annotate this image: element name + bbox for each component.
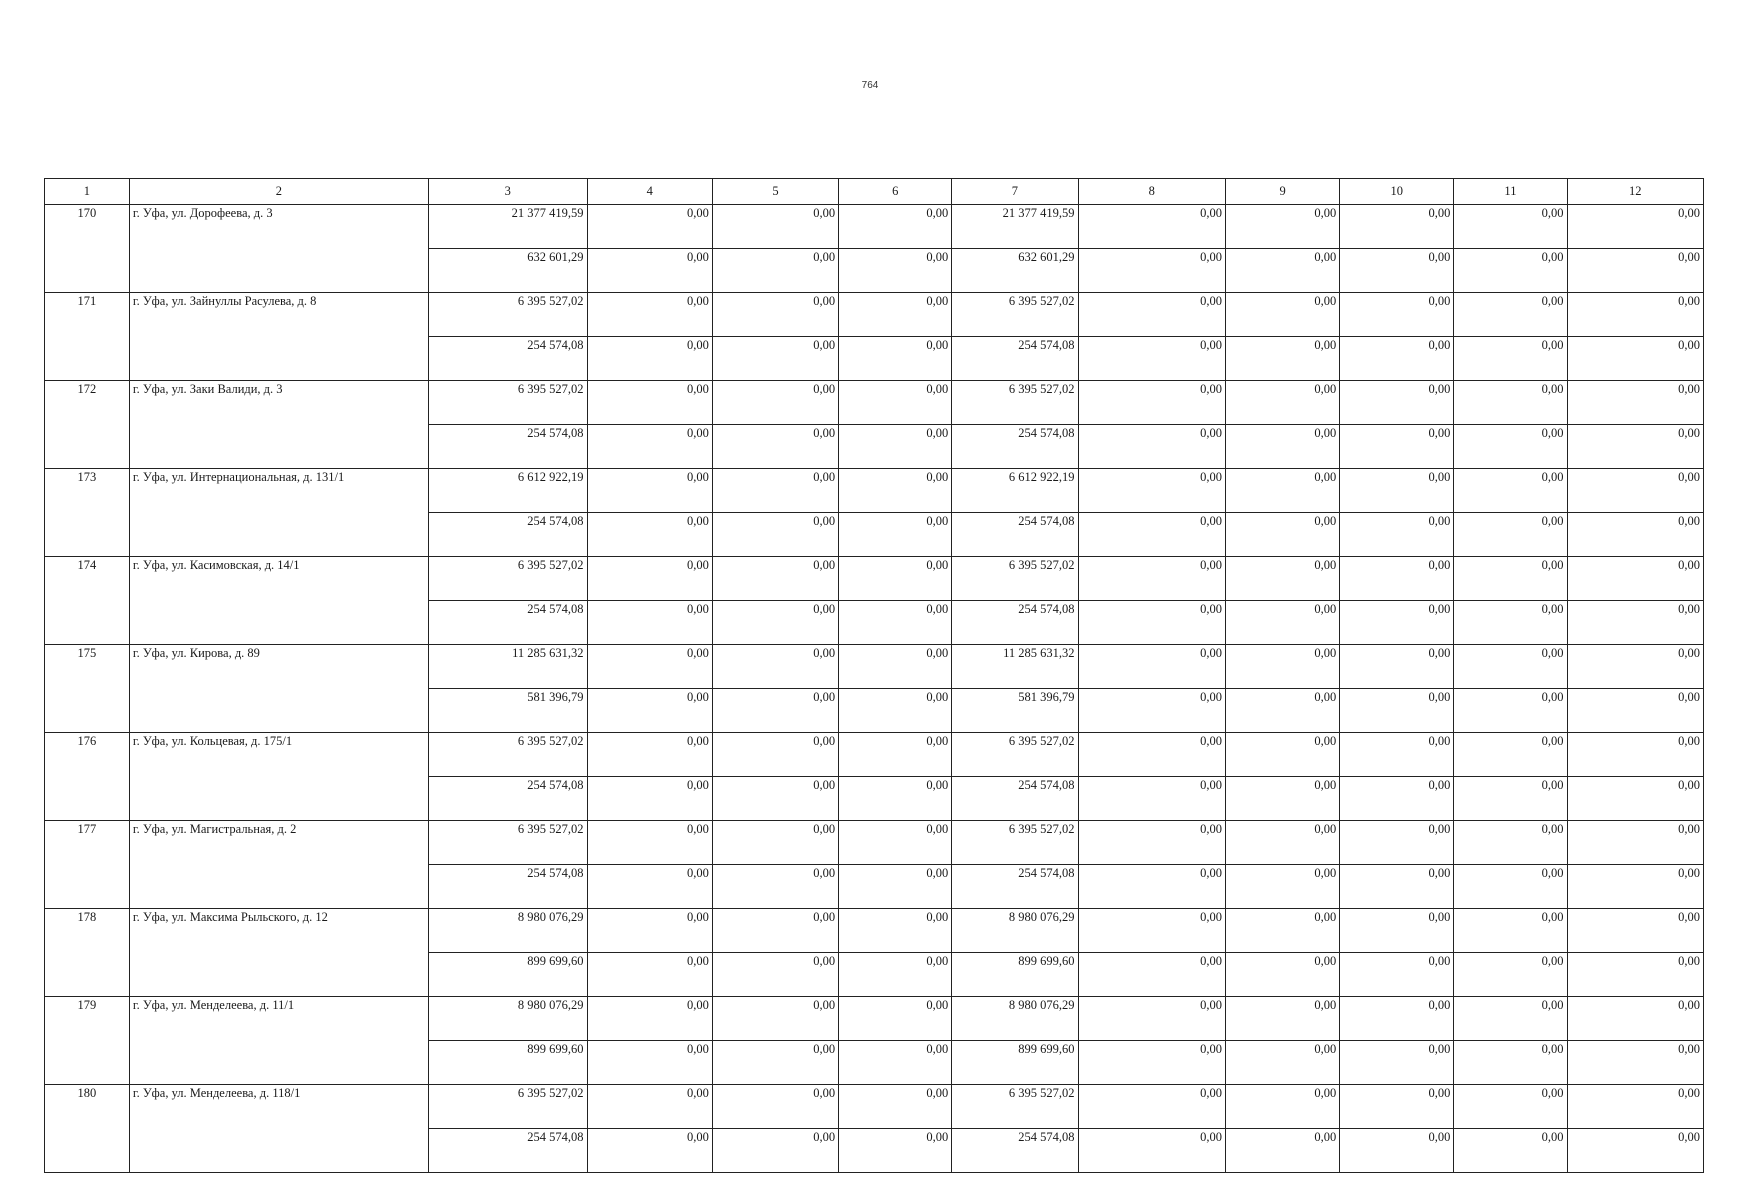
amount-cell: 0,00 <box>1454 425 1567 469</box>
amount-cell: 0,00 <box>1567 953 1703 997</box>
amount-cell: 899 699,60 <box>428 953 587 997</box>
amount-cell: 0,00 <box>1078 601 1226 645</box>
amount-cell: 6 395 527,02 <box>952 381 1078 425</box>
amount-cell: 0,00 <box>1454 777 1567 821</box>
table-body <box>45 205 1704 1173</box>
amount-cell: 0,00 <box>1340 425 1454 469</box>
amount-cell: 8 980 076,29 <box>428 909 587 953</box>
amount-cell: 11 285 631,32 <box>952 645 1078 689</box>
amount-cell: 0,00 <box>1454 601 1567 645</box>
amount-cell: 254 574,08 <box>952 865 1078 909</box>
amount-cell: 0,00 <box>839 249 952 293</box>
amount-cell: 0,00 <box>1078 997 1226 1041</box>
address-cell: г. Уфа, ул. Магистральная, д. 2 <box>129 821 428 909</box>
amount-cell: 0,00 <box>1567 293 1703 337</box>
table-row <box>45 733 1704 777</box>
amount-cell: 0,00 <box>587 777 712 821</box>
amount-cell: 0,00 <box>1226 865 1340 909</box>
amount-cell: 0,00 <box>712 1085 838 1129</box>
amount-cell: 6 612 922,19 <box>952 469 1078 513</box>
amount-cell: 0,00 <box>1340 997 1454 1041</box>
amount-cell: 0,00 <box>712 513 838 557</box>
row-number-cell: 173 <box>45 469 130 557</box>
amount-cell: 0,00 <box>1340 645 1454 689</box>
amount-cell: 254 574,08 <box>952 777 1078 821</box>
amount-cell: 0,00 <box>839 821 952 865</box>
amount-cell: 254 574,08 <box>952 1129 1078 1173</box>
amount-cell: 0,00 <box>712 337 838 381</box>
amount-cell: 0,00 <box>1078 645 1226 689</box>
amount-cell: 0,00 <box>1340 909 1454 953</box>
amount-cell: 0,00 <box>1567 205 1703 249</box>
amount-cell: 0,00 <box>587 865 712 909</box>
amount-cell: 0,00 <box>587 381 712 425</box>
amount-cell: 254 574,08 <box>952 601 1078 645</box>
amount-cell: 0,00 <box>1454 513 1567 557</box>
amount-cell: 0,00 <box>1454 249 1567 293</box>
amount-cell: 0,00 <box>1567 909 1703 953</box>
amount-cell: 254 574,08 <box>428 865 587 909</box>
amount-cell: 0,00 <box>1226 205 1340 249</box>
amount-cell: 8 980 076,29 <box>952 997 1078 1041</box>
amount-cell: 0,00 <box>839 337 952 381</box>
table-row <box>45 381 1704 425</box>
amount-cell: 0,00 <box>839 953 952 997</box>
amount-cell: 0,00 <box>1567 689 1703 733</box>
amount-cell: 0,00 <box>1567 425 1703 469</box>
amount-cell: 254 574,08 <box>952 337 1078 381</box>
amount-cell: 0,00 <box>712 425 838 469</box>
page-number: 764 <box>861 80 879 91</box>
row-number-cell: 172 <box>45 381 130 469</box>
table-row <box>45 1085 1704 1129</box>
amount-cell: 0,00 <box>1078 1085 1226 1129</box>
amount-cell: 0,00 <box>1340 469 1454 513</box>
amount-cell: 0,00 <box>839 1085 952 1129</box>
amount-cell: 899 699,60 <box>952 1041 1078 1085</box>
amount-cell: 0,00 <box>1226 821 1340 865</box>
amount-cell: 0,00 <box>1226 777 1340 821</box>
amount-cell: 21 377 419,59 <box>428 205 587 249</box>
row-number-cell: 170 <box>45 205 130 293</box>
amount-cell: 0,00 <box>587 689 712 733</box>
amount-cell: 0,00 <box>1340 337 1454 381</box>
amount-cell: 0,00 <box>1340 689 1454 733</box>
amount-cell: 0,00 <box>1226 469 1340 513</box>
address-cell: г. Уфа, ул. Менделеева, д. 11/1 <box>129 997 428 1085</box>
amount-cell: 0,00 <box>587 557 712 601</box>
amount-cell: 0,00 <box>1226 1085 1340 1129</box>
amount-cell: 0,00 <box>1226 249 1340 293</box>
amount-cell: 6 395 527,02 <box>952 733 1078 777</box>
amount-cell: 899 699,60 <box>428 1041 587 1085</box>
amount-cell: 254 574,08 <box>428 425 587 469</box>
amount-cell: 0,00 <box>1226 425 1340 469</box>
amount-cell: 8 980 076,29 <box>952 909 1078 953</box>
amount-cell: 0,00 <box>1454 337 1567 381</box>
amount-cell: 0,00 <box>839 777 952 821</box>
amount-cell: 581 396,79 <box>428 689 587 733</box>
amount-cell: 6 612 922,19 <box>428 469 587 513</box>
amount-cell: 0,00 <box>839 645 952 689</box>
amount-cell: 0,00 <box>1226 1041 1340 1085</box>
column-number-header: 1 <box>45 179 130 205</box>
amount-cell: 0,00 <box>712 777 838 821</box>
amount-cell: 11 285 631,32 <box>428 645 587 689</box>
amount-cell: 632 601,29 <box>952 249 1078 293</box>
address-cell: г. Уфа, ул. Интернациональная, д. 131/1 <box>129 469 428 557</box>
amount-cell: 0,00 <box>839 513 952 557</box>
amount-cell: 0,00 <box>712 689 838 733</box>
amount-cell: 0,00 <box>1454 997 1567 1041</box>
amount-cell: 0,00 <box>1078 425 1226 469</box>
amount-cell: 899 699,60 <box>952 953 1078 997</box>
table-row <box>45 205 1704 249</box>
amount-cell: 0,00 <box>1454 689 1567 733</box>
amount-cell: 0,00 <box>712 821 838 865</box>
data-table <box>44 178 1704 1173</box>
table-row <box>45 645 1704 689</box>
amount-cell: 0,00 <box>1340 293 1454 337</box>
amount-cell: 0,00 <box>1454 381 1567 425</box>
amount-cell: 0,00 <box>712 909 838 953</box>
amount-cell: 0,00 <box>1226 909 1340 953</box>
amount-cell: 0,00 <box>1226 733 1340 777</box>
amount-cell: 0,00 <box>1340 249 1454 293</box>
amount-cell: 0,00 <box>712 381 838 425</box>
amount-cell: 0,00 <box>1078 469 1226 513</box>
amount-cell: 6 395 527,02 <box>952 557 1078 601</box>
amount-cell: 0,00 <box>1078 513 1226 557</box>
amount-cell: 0,00 <box>587 293 712 337</box>
row-number-cell: 177 <box>45 821 130 909</box>
amount-cell: 6 395 527,02 <box>428 557 587 601</box>
amount-cell: 0,00 <box>1454 865 1567 909</box>
column-number-header: 11 <box>1454 179 1567 205</box>
address-cell: г. Уфа, ул. Менделеева, д. 118/1 <box>129 1085 428 1173</box>
amount-cell: 0,00 <box>587 513 712 557</box>
amount-cell: 0,00 <box>712 469 838 513</box>
amount-cell: 0,00 <box>712 953 838 997</box>
amount-cell: 0,00 <box>1078 733 1226 777</box>
amount-cell: 0,00 <box>712 601 838 645</box>
amount-cell: 0,00 <box>1340 733 1454 777</box>
amount-cell: 0,00 <box>587 1041 712 1085</box>
column-number-row <box>45 179 1704 205</box>
amount-cell: 0,00 <box>1226 293 1340 337</box>
row-number-cell: 178 <box>45 909 130 997</box>
row-number-cell: 175 <box>45 645 130 733</box>
amount-cell: 0,00 <box>587 249 712 293</box>
amount-cell: 0,00 <box>1567 865 1703 909</box>
amount-cell: 6 395 527,02 <box>952 821 1078 865</box>
amount-cell: 0,00 <box>1567 1085 1703 1129</box>
amount-cell: 0,00 <box>839 1041 952 1085</box>
amount-cell: 0,00 <box>1454 469 1567 513</box>
amount-cell: 6 395 527,02 <box>952 293 1078 337</box>
amount-cell: 0,00 <box>1078 205 1226 249</box>
amount-cell: 0,00 <box>839 205 952 249</box>
amount-cell: 0,00 <box>1340 1085 1454 1129</box>
amount-cell: 0,00 <box>1226 601 1340 645</box>
amount-cell: 0,00 <box>1567 337 1703 381</box>
amount-cell: 254 574,08 <box>428 513 587 557</box>
amount-cell: 0,00 <box>1340 821 1454 865</box>
row-number-cell: 180 <box>45 1085 130 1173</box>
amount-cell: 632 601,29 <box>428 249 587 293</box>
column-number-header: 5 <box>712 179 838 205</box>
amount-cell: 0,00 <box>839 425 952 469</box>
column-number-header: 12 <box>1567 179 1703 205</box>
amount-cell: 0,00 <box>1567 249 1703 293</box>
amount-cell: 21 377 419,59 <box>952 205 1078 249</box>
amount-cell: 0,00 <box>839 469 952 513</box>
amount-cell: 0,00 <box>587 1129 712 1173</box>
amount-cell: 0,00 <box>1226 645 1340 689</box>
amount-cell: 0,00 <box>587 425 712 469</box>
amount-cell: 0,00 <box>1078 249 1226 293</box>
row-number-cell: 174 <box>45 557 130 645</box>
amount-cell: 0,00 <box>712 557 838 601</box>
amount-cell: 0,00 <box>839 381 952 425</box>
amount-cell: 0,00 <box>1226 337 1340 381</box>
amount-cell: 0,00 <box>839 557 952 601</box>
amount-cell: 0,00 <box>1340 601 1454 645</box>
table-row <box>45 469 1704 513</box>
amount-cell: 0,00 <box>587 733 712 777</box>
amount-cell: 0,00 <box>839 601 952 645</box>
amount-cell: 0,00 <box>712 205 838 249</box>
table-row <box>45 821 1704 865</box>
amount-cell: 0,00 <box>1226 953 1340 997</box>
amount-cell: 0,00 <box>839 689 952 733</box>
column-number-header: 3 <box>428 179 587 205</box>
amount-cell: 0,00 <box>1226 689 1340 733</box>
amount-cell: 0,00 <box>1078 777 1226 821</box>
amount-cell: 0,00 <box>1340 865 1454 909</box>
amount-cell: 0,00 <box>587 953 712 997</box>
column-number-header: 9 <box>1226 179 1340 205</box>
amount-cell: 581 396,79 <box>952 689 1078 733</box>
amount-cell: 0,00 <box>587 601 712 645</box>
amount-cell: 0,00 <box>587 469 712 513</box>
table-row <box>45 997 1704 1041</box>
amount-cell: 0,00 <box>1454 733 1567 777</box>
amount-cell: 0,00 <box>1454 953 1567 997</box>
amount-cell: 0,00 <box>712 645 838 689</box>
amount-cell: 0,00 <box>839 865 952 909</box>
amount-cell: 254 574,08 <box>428 337 587 381</box>
amount-cell: 0,00 <box>1340 1129 1454 1173</box>
amount-cell: 0,00 <box>587 997 712 1041</box>
amount-cell: 0,00 <box>1454 293 1567 337</box>
address-cell: г. Уфа, ул. Кирова, д. 89 <box>129 645 428 733</box>
amount-cell: 0,00 <box>1454 557 1567 601</box>
table-row <box>45 557 1704 601</box>
amount-cell: 0,00 <box>1567 821 1703 865</box>
amount-cell: 0,00 <box>1340 557 1454 601</box>
address-cell: г. Уфа, ул. Заки Валиди, д. 3 <box>129 381 428 469</box>
amount-cell: 0,00 <box>1340 381 1454 425</box>
row-number-cell: 176 <box>45 733 130 821</box>
amount-cell: 0,00 <box>839 1129 952 1173</box>
amount-cell: 0,00 <box>712 249 838 293</box>
amount-cell: 0,00 <box>1454 1085 1567 1129</box>
amount-cell: 0,00 <box>839 909 952 953</box>
amount-cell: 0,00 <box>1567 469 1703 513</box>
amount-cell: 0,00 <box>712 1129 838 1173</box>
amount-cell: 0,00 <box>1078 337 1226 381</box>
amount-cell: 6 395 527,02 <box>428 1085 587 1129</box>
amount-cell: 0,00 <box>587 909 712 953</box>
amount-cell: 0,00 <box>1567 1129 1703 1173</box>
amount-cell: 0,00 <box>1078 689 1226 733</box>
address-cell: г. Уфа, ул. Максима Рыльского, д. 12 <box>129 909 428 997</box>
amount-cell: 0,00 <box>1567 513 1703 557</box>
amount-cell: 6 395 527,02 <box>428 381 587 425</box>
amount-cell: 254 574,08 <box>428 1129 587 1173</box>
amount-cell: 0,00 <box>1078 293 1226 337</box>
amount-cell: 254 574,08 <box>428 601 587 645</box>
address-cell: г. Уфа, ул. Касимовская, д. 14/1 <box>129 557 428 645</box>
amount-cell: 0,00 <box>587 337 712 381</box>
amount-cell: 0,00 <box>1226 381 1340 425</box>
amount-cell: 0,00 <box>1340 1041 1454 1085</box>
amount-cell: 0,00 <box>1078 909 1226 953</box>
amount-cell: 254 574,08 <box>952 425 1078 469</box>
address-cell: г. Уфа, ул. Дорофеева, д. 3 <box>129 205 428 293</box>
column-number-header: 7 <box>952 179 1078 205</box>
amount-cell: 0,00 <box>839 997 952 1041</box>
amount-cell: 0,00 <box>712 1041 838 1085</box>
amount-cell: 0,00 <box>1340 953 1454 997</box>
amount-cell: 0,00 <box>1567 601 1703 645</box>
amount-cell: 0,00 <box>1078 865 1226 909</box>
column-number-header: 8 <box>1078 179 1226 205</box>
amount-cell: 0,00 <box>1078 821 1226 865</box>
amount-cell: 0,00 <box>1078 381 1226 425</box>
amount-cell: 0,00 <box>587 205 712 249</box>
amount-cell: 6 395 527,02 <box>428 821 587 865</box>
column-number-header: 2 <box>129 179 428 205</box>
column-number-header: 6 <box>839 179 952 205</box>
amount-cell: 0,00 <box>587 1085 712 1129</box>
amount-cell: 0,00 <box>1226 557 1340 601</box>
amount-cell: 0,00 <box>1078 1041 1226 1085</box>
amount-cell: 0,00 <box>587 821 712 865</box>
amount-cell: 6 395 527,02 <box>428 293 587 337</box>
amount-cell: 0,00 <box>839 733 952 777</box>
amount-cell: 254 574,08 <box>428 777 587 821</box>
amount-cell: 0,00 <box>1226 1129 1340 1173</box>
amount-cell: 0,00 <box>1567 997 1703 1041</box>
table-row <box>45 909 1704 953</box>
column-number-header: 10 <box>1340 179 1454 205</box>
amount-cell: 0,00 <box>1454 821 1567 865</box>
amount-cell: 0,00 <box>1567 557 1703 601</box>
amount-cell: 0,00 <box>712 997 838 1041</box>
amount-cell: 0,00 <box>1078 953 1226 997</box>
amount-cell: 0,00 <box>839 293 952 337</box>
amount-cell: 0,00 <box>1567 733 1703 777</box>
amount-cell: 0,00 <box>1078 557 1226 601</box>
amount-cell: 0,00 <box>712 733 838 777</box>
amount-cell: 0,00 <box>1454 645 1567 689</box>
amount-cell: 6 395 527,02 <box>952 1085 1078 1129</box>
amount-cell: 0,00 <box>712 865 838 909</box>
amount-cell: 0,00 <box>1340 513 1454 557</box>
amount-cell: 0,00 <box>1078 1129 1226 1173</box>
amount-cell: 6 395 527,02 <box>428 733 587 777</box>
column-number-header: 4 <box>587 179 712 205</box>
amount-cell: 0,00 <box>1567 645 1703 689</box>
table-row <box>45 293 1704 337</box>
address-cell: г. Уфа, ул. Зайнуллы Расулева, д. 8 <box>129 293 428 381</box>
row-number-cell: 179 <box>45 997 130 1085</box>
address-cell: г. Уфа, ул. Кольцевая, д. 175/1 <box>129 733 428 821</box>
amount-cell: 0,00 <box>1226 513 1340 557</box>
amount-cell: 0,00 <box>1567 1041 1703 1085</box>
amount-cell: 0,00 <box>1226 997 1340 1041</box>
row-number-cell: 171 <box>45 293 130 381</box>
amount-cell: 0,00 <box>712 293 838 337</box>
amount-cell: 0,00 <box>1454 205 1567 249</box>
amount-cell: 0,00 <box>1454 1129 1567 1173</box>
amount-cell: 254 574,08 <box>952 513 1078 557</box>
amount-cell: 0,00 <box>1567 777 1703 821</box>
amount-cell: 0,00 <box>587 645 712 689</box>
amount-cell: 8 980 076,29 <box>428 997 587 1041</box>
amount-cell: 0,00 <box>1567 381 1703 425</box>
amount-cell: 0,00 <box>1340 777 1454 821</box>
amount-cell: 0,00 <box>1454 1041 1567 1085</box>
amount-cell: 0,00 <box>1340 205 1454 249</box>
amount-cell: 0,00 <box>1454 909 1567 953</box>
